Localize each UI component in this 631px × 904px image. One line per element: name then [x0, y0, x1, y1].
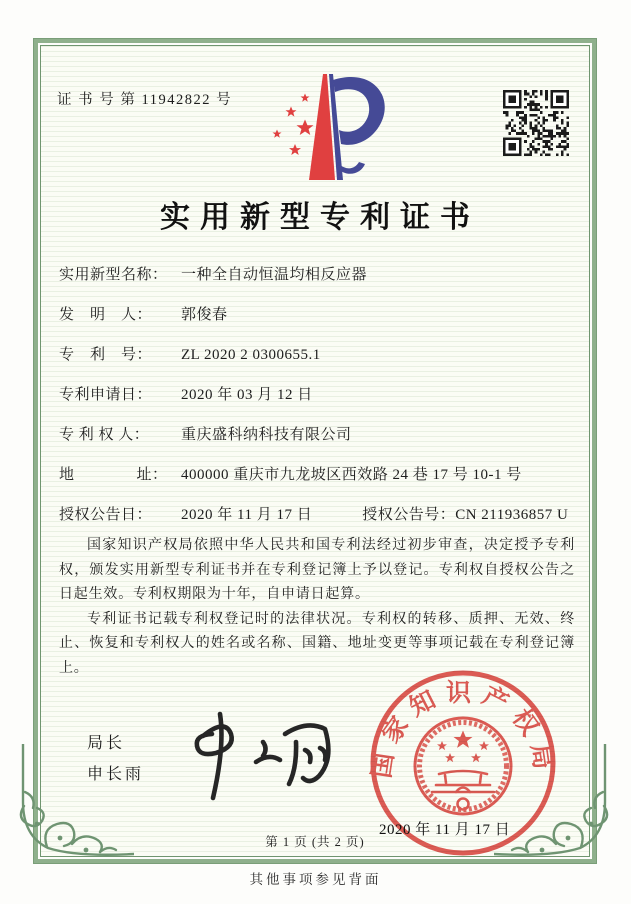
field-label: 专利申请日：: [59, 387, 153, 403]
field-row-inventor: [59, 304, 577, 327]
field-value: 400000 重庆市九龙坡区西效路 24 巷 17 号 10-1 号: [181, 467, 522, 483]
legal-text: [59, 534, 575, 681]
director-signature: [179, 706, 344, 806]
certificate-number: 证 书 号 第 11942822 号: [57, 92, 233, 108]
field-value: 一种全自动恒温均相反应器: [181, 267, 368, 283]
corner-flourish-icon: [494, 744, 612, 862]
footer-note: 其他事项参见背面: [249, 872, 382, 887]
director-role: 局长: [87, 735, 126, 752]
field-row-name: [59, 264, 577, 287]
director-name: 申长雨: [87, 766, 145, 783]
field-row-patentee: [59, 424, 577, 447]
page-number: 第 1 页 (共 2 页): [265, 835, 365, 849]
corner-flourish-icon: [16, 744, 134, 862]
field-row-grant: [59, 504, 577, 527]
field-row-address: [59, 464, 577, 487]
field-value: ZL 2020 2 0300655.1: [181, 347, 321, 363]
legal-paragraph-2: 专利证书记载专利权登记时的法律状况。专利权的转移、质押、无效、终止、恢复和专利权人的姓名或名称、国籍、地址变更等事项记载在专利登记簿上。: [59, 611, 575, 676]
cnipa-logo-icon: [261, 72, 403, 186]
field-label: 授权公告号：: [362, 507, 456, 523]
field-value: 郭俊春: [181, 307, 228, 323]
certificate-frame: [40, 45, 590, 857]
legal-paragraph-1: 国家知识产权局依照中华人民共和国专利法经过初步审查，决定授予专利权，颁发实用新型专利证书并在专利登记簿上予以登记。专利权自授权公告之日起生效。专利权期限为十年，自申请日起算。: [59, 538, 575, 602]
qr-code: [503, 90, 569, 156]
field-label: 地 址：: [59, 467, 168, 483]
field-value: CN 211936857 U: [455, 507, 569, 523]
field-list: [59, 264, 577, 544]
field-value: 重庆盛科纳科技有限公司: [181, 427, 352, 443]
seal-ring-text: 国家知识产权局: [368, 679, 558, 780]
field-value: 2020 年 03 月 12 日: [181, 387, 313, 403]
field-label: 专 利 号：: [59, 347, 153, 363]
field-row-patent-no: [59, 344, 577, 367]
field-label: 发 明 人：: [59, 307, 153, 323]
certificate-title: 实用新型专利证书: [160, 201, 480, 234]
seal-date: 2020 年 11 月 17 日: [379, 822, 511, 838]
field-label: 授权公告日：: [59, 507, 153, 523]
field-label: 实用新型名称：: [59, 267, 168, 283]
field-value: 2020 年 11 月 17 日: [181, 507, 313, 523]
field-row-filing-date: [59, 384, 577, 407]
field-label: 专 利 权 人：: [59, 427, 150, 443]
